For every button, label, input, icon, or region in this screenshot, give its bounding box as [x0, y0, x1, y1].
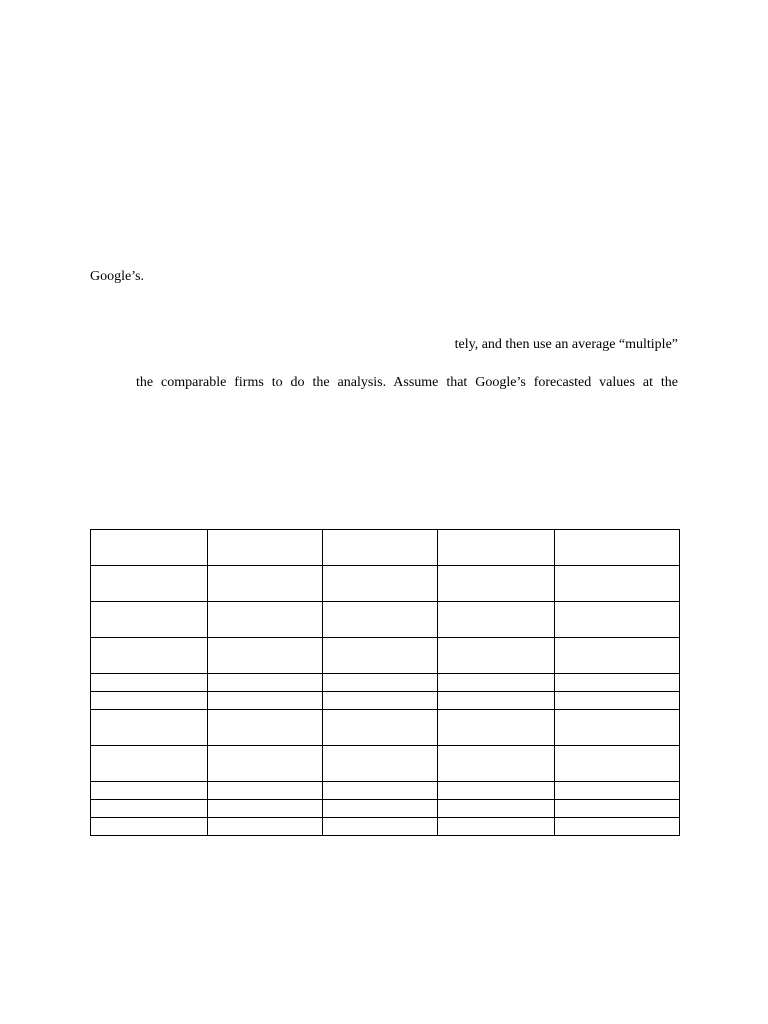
table-cell	[323, 638, 438, 674]
table-cell	[438, 746, 555, 782]
table-row	[91, 818, 680, 836]
table-cell	[438, 710, 555, 746]
table-cell	[555, 746, 680, 782]
table-cell	[208, 782, 323, 800]
table-row	[91, 638, 680, 674]
table-cell	[323, 710, 438, 746]
table-cell	[438, 818, 555, 836]
table-cell	[438, 692, 555, 710]
table-cell	[323, 692, 438, 710]
paragraph-fragment-multiple: tely, and then use an average “multiple”	[454, 337, 678, 352]
paragraph-fragment-comparable-firms: the comparable firms to do the analysis. Assume that Google’s forecasted values at the	[136, 375, 678, 390]
table-cell	[91, 800, 208, 818]
table-cell	[555, 674, 680, 692]
table-cell	[208, 746, 323, 782]
table-cell	[323, 818, 438, 836]
data-table	[90, 529, 680, 836]
table-cell	[323, 800, 438, 818]
table-cell	[438, 800, 555, 818]
table-cell	[323, 674, 438, 692]
table-cell	[438, 566, 555, 602]
table-cell	[438, 782, 555, 800]
table-cell	[555, 800, 680, 818]
table-cell	[555, 638, 680, 674]
table-cell	[438, 602, 555, 638]
table-cell	[208, 818, 323, 836]
table-cell	[323, 566, 438, 602]
table-cell	[323, 530, 438, 566]
table-cell	[555, 710, 680, 746]
table-row	[91, 782, 680, 800]
table-cell	[208, 800, 323, 818]
table-cell	[555, 530, 680, 566]
table-cell	[91, 530, 208, 566]
table-cell	[91, 692, 208, 710]
table-cell	[91, 782, 208, 800]
table-cell	[91, 566, 208, 602]
table-cell	[208, 638, 323, 674]
table-row	[91, 800, 680, 818]
table-cell	[438, 674, 555, 692]
table-cell	[323, 782, 438, 800]
table-cell	[208, 602, 323, 638]
table-row	[91, 566, 680, 602]
table-cell	[555, 602, 680, 638]
table-cell	[91, 638, 208, 674]
table-row	[91, 602, 680, 638]
table-row	[91, 692, 680, 710]
table-cell	[208, 674, 323, 692]
table-cell	[208, 692, 323, 710]
table-cell	[555, 782, 680, 800]
table-cell	[438, 638, 555, 674]
table-cell	[323, 746, 438, 782]
table-cell	[438, 530, 555, 566]
table-cell	[91, 818, 208, 836]
data-table-body	[91, 530, 680, 836]
table-cell	[555, 566, 680, 602]
table-cell	[208, 566, 323, 602]
paragraph-fragment-googles: Google’s.	[90, 269, 145, 284]
table-cell	[208, 530, 323, 566]
table-cell	[323, 602, 438, 638]
table-cell	[91, 602, 208, 638]
table-row	[91, 710, 680, 746]
table-cell	[91, 674, 208, 692]
table-cell	[555, 818, 680, 836]
table-cell	[555, 692, 680, 710]
table-cell	[91, 746, 208, 782]
table-cell	[91, 710, 208, 746]
table-row	[91, 746, 680, 782]
table-row	[91, 530, 680, 566]
table-row	[91, 674, 680, 692]
table-cell	[208, 710, 323, 746]
